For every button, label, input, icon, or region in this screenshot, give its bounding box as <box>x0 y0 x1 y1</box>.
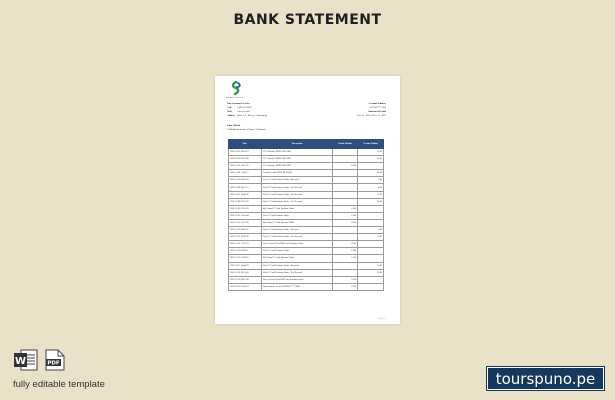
credit-cell <box>358 248 384 255</box>
date-cell: 2021-12-14 17:02:33 <box>229 241 262 248</box>
debit-cell: 15.00 <box>333 212 358 219</box>
debit-cell <box>333 184 358 191</box>
debit-cell: 10.00 <box>333 248 358 255</box>
account-number-label: Account Number <box>368 102 386 105</box>
debit-cell <box>333 149 358 156</box>
account-number-value: ACC987****456 <box>369 106 386 109</box>
account-holder <box>227 124 265 132</box>
table-row <box>229 198 384 205</box>
credit-cell: 45.00 <box>358 170 384 177</box>
description-cell: Intl. Trans/CC Card Purchase Order <box>261 205 333 212</box>
column-header: Credits (Dollar) <box>358 140 384 149</box>
description-cell: Visa - General Visa DBS Card Purchase Order <box>261 241 333 248</box>
date-cell: 2021-12-15 09:58:11 <box>229 248 262 255</box>
credit-cell <box>358 283 384 290</box>
description-cell: Visa CC Card Purchase Order - Fee Reversal <box>261 234 333 241</box>
statement-document <box>215 76 400 324</box>
description-cell: Intl. Trans/CC Card Purchase Order <box>261 219 333 226</box>
debit-cell <box>333 170 358 177</box>
credit-cell: 5.00 <box>358 227 384 234</box>
date-cell: 2021-12-17 14:44:59 <box>229 262 262 269</box>
description-cell: Visa CC Card Purchase Order - Reversal <box>261 227 333 234</box>
description-cell: Intl. Trans/CC Card Purchase Order <box>261 255 333 262</box>
table-row <box>229 234 384 241</box>
table-row <box>229 248 384 255</box>
brand-badge[interactable]: tourspuno.pe <box>487 367 604 390</box>
table-row <box>229 149 384 156</box>
description-cell: Funds transfer to Acc/1462080*****5668 <box>261 283 333 290</box>
debit-cell <box>333 234 358 241</box>
transactions-table <box>228 139 384 291</box>
debit-cell <box>333 177 358 184</box>
debit-cell <box>333 156 358 163</box>
debit-cell: 25.00 <box>333 241 358 248</box>
table-row <box>229 283 384 290</box>
page-title: BANK STATEMENT <box>233 12 382 28</box>
visit-value: www.sc.com <box>237 110 250 113</box>
pdf-file-icon <box>45 349 65 371</box>
credit-cell: 8.00 <box>358 184 384 191</box>
date-cell: 2021-12-16 11:36:47 <box>229 255 262 262</box>
debit-cell: 25.00 <box>333 283 358 290</box>
credit-cell: 10.00 <box>358 262 384 269</box>
table-row <box>229 276 384 283</box>
table-header-row <box>229 140 384 149</box>
date-cell: 2021-12-19 08:07:38 <box>229 276 262 283</box>
description-cell: Visa CC Card Purchase Order - Fee Reversal <box>261 191 333 198</box>
word-file-icon <box>14 349 38 371</box>
customer-service-heading: Our Customer Service <box>227 102 250 105</box>
bank-contact-info <box>227 102 267 118</box>
date-cell: 2021-12-12 08:41:52 <box>229 227 262 234</box>
credit-cell: 5.00 <box>358 177 384 184</box>
column-header: Date <box>229 140 262 149</box>
table-row <box>229 163 384 170</box>
table-row <box>229 227 384 234</box>
credit-cell <box>358 276 384 283</box>
call-value: 1 800 123 4567 <box>237 106 252 109</box>
table-row <box>229 205 384 212</box>
description-cell: Visa CC Card Purchase Order - Reversal <box>261 262 333 269</box>
date-cell: 2021-12-07 16:48:30 <box>229 191 262 198</box>
table-row <box>229 262 384 269</box>
description-cell: CCA Transfer JOHN OLDARD <box>261 149 333 156</box>
call-label: Call <box>227 106 232 109</box>
credit-cell: 20.00 <box>358 156 384 163</box>
pdf-label: PDF <box>47 360 60 367</box>
table-row <box>229 177 384 184</box>
credit-cell <box>358 255 384 262</box>
table-row <box>229 184 384 191</box>
word-label: W <box>14 356 27 367</box>
table-row <box>229 241 384 248</box>
credit-cell: 15.00 <box>358 269 384 276</box>
editable-template-caption: fully editable template <box>13 379 105 390</box>
page-number: Page 1/1 <box>378 318 386 320</box>
statement-period-label: Statement Period <box>368 110 386 113</box>
table-row <box>229 269 384 276</box>
logo-wordmark: standard chartered <box>226 97 243 99</box>
date-cell: 2021-12-04 11:45:17 <box>229 170 262 177</box>
date-cell: 2021-12-11 15:27:08 <box>229 219 262 226</box>
description-cell: Visa CC Card Purchase Order - Fee Reversal <box>261 198 333 205</box>
column-header: Description <box>261 140 333 149</box>
debit-cell <box>333 198 358 205</box>
address-label: Address <box>227 114 236 117</box>
statement-period-value: Dec 01, 2021 to Dec 31, 2021 <box>357 114 386 117</box>
date-cell: 2021-12-03 10:22:35 <box>229 163 262 170</box>
description-cell: Visa CC Card Purchase Order - Fee Reversal <box>261 269 333 276</box>
description-cell: Visa CC Card Purchase Order - Reversal <box>261 177 333 184</box>
table-row <box>229 219 384 226</box>
description-cell: CCA Transfer JOHN OLDARD <box>261 163 333 170</box>
credit-cell: 15.00 <box>358 191 384 198</box>
debit-cell <box>333 269 358 276</box>
date-cell: 2021-12-02 08:15:48 <box>229 156 262 163</box>
credit-cell <box>358 163 384 170</box>
credit-cell <box>358 205 384 212</box>
credit-cell <box>358 212 384 219</box>
table-row <box>229 255 384 262</box>
date-cell: 2021-12-09 12:33:19 <box>229 205 262 212</box>
account-info <box>357 102 386 118</box>
debit-cell: 20.00 <box>333 219 358 226</box>
debit-cell: 10.00 <box>333 205 358 212</box>
date-cell: 2021-12-18 16:21:05 <box>229 269 262 276</box>
holder-address: 14 Richland Avenue, Dayton, California <box>227 128 266 131</box>
address-value: Plaza 1, Ii, Rivera, Gothenburg <box>237 114 267 117</box>
credit-cell: 15.00 <box>358 234 384 241</box>
date-cell: 2021-12-01 09:03:21 <box>229 149 262 156</box>
description-cell: Visa CC Card Purchase Order - Fee Reversal <box>261 184 333 191</box>
table-body <box>229 149 384 291</box>
description-cell: Visa - General Visa DBS Card Purchase Order <box>261 276 333 283</box>
description-cell: Visa CC Card Purchase Order <box>261 248 333 255</box>
date-cell: 2021-12-08 07:55:41 <box>229 198 262 205</box>
table-row <box>229 212 384 219</box>
table-row <box>229 156 384 163</box>
date-cell: 2021-12-13 10:19:26 <box>229 234 262 241</box>
debit-cell: 15.00 <box>333 255 358 262</box>
credit-cell: 20.00 <box>358 198 384 205</box>
date-cell: 2021-12-05 09:30:02 <box>229 177 262 184</box>
debit-cell: 10.00 <box>333 163 358 170</box>
bank-logo-icon <box>229 81 243 96</box>
date-cell: 2021-12-20 12:50:14 <box>229 283 262 290</box>
credit-cell <box>358 241 384 248</box>
column-header: Debits (Dollar) <box>333 140 358 149</box>
debit-cell <box>333 262 358 269</box>
debit-cell <box>333 227 358 234</box>
description-cell: Visa CC Card Purchase Order <box>261 212 333 219</box>
holder-name: John Oldard <box>227 124 241 127</box>
credit-cell: 35.00 <box>358 149 384 156</box>
table-row <box>229 191 384 198</box>
description-cell: CCA Transfer JOHN OLDARD <box>261 156 333 163</box>
description-cell: Account Credit JOHN OLDARD <box>261 170 333 177</box>
table-row <box>229 170 384 177</box>
date-cell: 2021-12-10 13:05:44 <box>229 212 262 219</box>
credit-cell <box>358 219 384 226</box>
date-cell: 2021-12-06 14:12:55 <box>229 184 262 191</box>
debit-cell: 25.00 <box>333 276 358 283</box>
debit-cell <box>333 191 358 198</box>
visit-label: Visit <box>227 110 232 113</box>
